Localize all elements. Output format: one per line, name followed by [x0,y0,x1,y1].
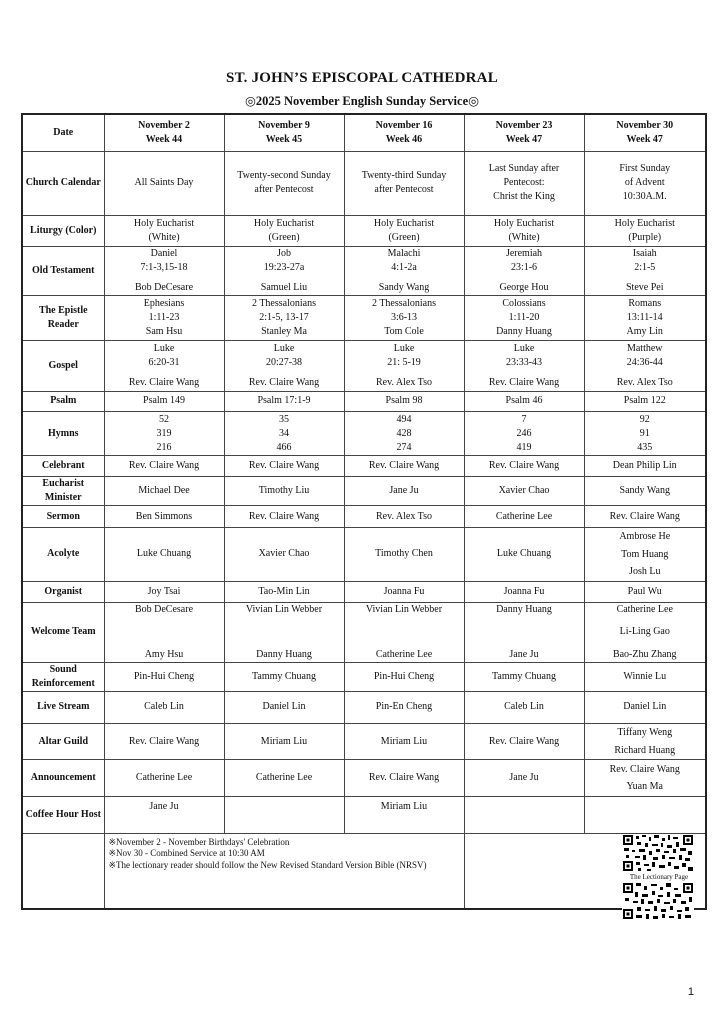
minister-cell: Sandy Wang [584,477,706,506]
hymn-number: 246 [516,427,532,439]
welcome-cell [464,602,584,662]
reading-ref: 1:11-23 [148,311,180,323]
note-line: ※November 2 - November Birthdays' Celebration [108,837,290,848]
livestream-cell: Daniel Lin [584,691,706,723]
calendar-line: All Saints Day [134,177,194,189]
reading-cell [464,295,584,340]
sermon-cell: Rev. Claire Wang [584,506,706,528]
reading-cell [104,295,224,340]
qr-caption: The Lectionary Page [629,873,689,881]
reader-name: Samuel Liu [260,281,308,293]
row-label-announcement: Announcement [22,760,104,797]
hymn-number: 7 [521,413,527,425]
reading-cell [224,295,344,340]
reading-cell [104,246,224,295]
calendar-line: after Pentecost [374,184,434,196]
liturgy-cell [224,215,344,246]
row-old-testament [22,246,706,295]
reader-name: Rev. Alex Tso [376,376,432,388]
qr-code-icon[interactable] [622,882,694,920]
acolyte-name: Josh Lu [629,566,661,578]
reading-ref: 23:1-6 [510,261,538,273]
sound-cell: Winnie Lu [584,662,706,691]
hymn-number: 466 [276,441,292,453]
calendar-line: Twenty-second Sunday [237,170,331,182]
psalm-cell: Psalm 46 [464,391,584,411]
minister-cell: Timothy Liu [224,477,344,506]
announcement-cell [584,760,706,797]
announcement-name: Rev. Claire Wang [609,763,680,775]
reading-cell [344,295,464,340]
reading-cell [464,246,584,295]
reader-name: George Hou [499,281,549,293]
reading-cell [224,340,344,391]
row-label-liturgy: Liturgy (Color) [22,215,104,246]
liturgy-color: (Purple) [628,231,662,243]
welcome-name: Vivian Lin Webber [245,603,323,615]
announcement-cell: Catherine Lee [224,760,344,797]
date-text: November 30 [616,119,674,131]
row-label-altar-guild: Altar Guild [22,724,104,760]
row-church-calendar [22,151,706,215]
date-text: November 2 [138,119,190,131]
week-text: Week 44 [145,133,183,145]
row-eucharist-minister [22,477,706,506]
reading-ref: 13:11-14 [626,311,663,323]
row-coffee [22,797,706,834]
calendar-cell [104,151,224,215]
row-label-live-stream: Live Stream [22,691,104,723]
acolyte-cell: Luke Chuang [464,528,584,582]
reader-name: Sam Hsu [145,325,183,337]
celebrant-cell: Dean Philip Lin [584,456,706,477]
calendar-line: of Advent [624,177,665,189]
livestream-cell: Pin-En Cheng [344,691,464,723]
announcement-cell: Catherine Lee [104,760,224,797]
page-subtitle: ◎2025 November English Sunday Service◎ [244,94,480,108]
welcome-name: Bob DeCesare [134,603,194,615]
liturgy-line: Holy Eucharist [133,217,195,229]
row-announcement [22,760,706,797]
sound-cell: Pin-Hui Cheng [104,662,224,691]
reading-cell [464,340,584,391]
sermon-cell: Ben Simmons [104,506,224,528]
liturgy-cell [344,215,464,246]
row-sermon [22,506,706,528]
calendar-line: Twenty-third Sunday [361,170,447,182]
celebrant-cell: Rev. Claire Wang [464,456,584,477]
row-gospel [22,340,706,391]
reader-name: Rev. Claire Wang [128,376,200,388]
minister-cell: Jane Ju [344,477,464,506]
calendar-line: Christ the King [493,191,555,203]
row-psalm [22,391,706,411]
psalm-cell: Psalm 122 [584,391,706,411]
reading-ref: 19:23-27a [263,261,305,273]
reading-book: Luke [513,342,535,354]
calendar-line: Pentecost: [503,177,545,189]
hymn-number: 91 [639,427,650,439]
row-label-old-testament: Old Testament [22,246,104,295]
announcement-cell: Rev. Claire Wang [344,760,464,797]
reading-cell [584,246,706,295]
row-organist [22,581,706,602]
reader-name: Steve Pei [626,281,664,293]
note-line: ※Nov 30 - Combined Service at 10:30 AM [108,848,265,859]
row-label-coffee: Coffee Hour Host [22,797,104,834]
date-cell [344,114,464,151]
liturgy-line: Holy Eucharist [253,217,315,229]
row-celebrant [22,456,706,477]
organist-cell: Tao-Min Lin [224,581,344,602]
reader-name: Amy Lin [626,325,663,337]
hymn-number: 319 [156,427,172,439]
week-text: Week 47 [626,133,663,145]
hymn-number: 428 [396,427,412,439]
welcome-cell [584,602,706,662]
announcement-name: Yuan Ma [626,781,663,793]
date-cell [464,114,584,151]
sound-cell: Tammy Chuang [224,662,344,691]
hymn-number: 435 [637,441,653,453]
reading-book: 2 Thessalonians [372,297,436,309]
date-cell [584,114,706,151]
reading-book: Jeremiah [505,247,543,259]
reading-book: Colossians [502,297,546,309]
altar-cell: Miriam Liu [224,724,344,760]
welcome-name: Catherine Lee [616,603,673,615]
hymn-number: 52 [159,413,169,425]
welcome-name: Danny Huang [496,603,552,615]
row-liturgy [22,215,706,246]
liturgy-color: (Green) [388,231,420,243]
organist-cell: Paul Wu [584,581,706,602]
calendar-line: First Sunday [619,163,671,175]
week-text: Week 46 [385,133,423,145]
coffee-cell: Miriam Liu [344,797,464,834]
celebrant-cell: Rev. Claire Wang [224,456,344,477]
row-welcome-team [22,602,706,662]
liturgy-color: (White) [148,231,180,243]
welcome-name: Bao-Zhu Zhang [612,648,677,660]
page-number: 1 [687,986,694,998]
sermon-cell: Rev. Claire Wang [224,506,344,528]
row-date [22,114,706,151]
welcome-cell [224,602,344,662]
page-title: ST. JOHN’S EPISCOPAL CATHEDRAL [226,70,498,86]
reading-ref: 6:20-31 [148,356,180,368]
row-label-eucharist-minister: Eucharist Minister [22,477,104,506]
hymn-number: 34 [279,427,289,439]
row-label-sound: Sound Reinforcement [22,662,104,691]
row-acolyte [22,528,706,582]
liturgy-cell [464,215,584,246]
hymns-cell [464,412,584,456]
acolyte-cell: Timothy Chen [344,528,464,582]
row-live-stream [22,691,706,723]
hymns-cell [104,412,224,456]
row-hymns [22,412,706,456]
liturgy-line: Holy Eucharist [373,217,435,229]
liturgy-color: (White) [508,231,540,243]
calendar-line: 10:30A.M. [622,191,667,203]
celebrant-cell: Rev. Claire Wang [344,456,464,477]
reader-name: Rev. Alex Tso [616,376,673,388]
altar-cell [584,724,706,760]
hymns-cell [584,412,706,456]
reading-ref: 2:1-5 [634,261,656,273]
acolyte-cell: Luke Chuang [104,528,224,582]
reader-name: Rev. Claire Wang [248,376,320,388]
reader-name: Bob DeCesare [134,281,194,293]
notes-blank [22,834,104,909]
reading-book: Malachi [387,247,421,259]
note-line: ※The lectionary reader should follow the New Revised Standard Version Bible (NRSV) [108,859,427,870]
reader-name: Danny Huang [496,325,552,337]
coffee-cell [464,797,584,834]
row-label-organist: Organist [22,581,104,602]
qr-code-icon[interactable] [622,834,694,872]
qr-block [622,834,696,920]
reader-name: Rev. Claire Wang [488,376,560,388]
reading-cell [584,340,706,391]
welcome-name: Vivian Lin Webber [365,603,443,615]
hymn-number: 92 [639,413,650,425]
reading-cell [344,246,464,295]
row-altar-guild [22,724,706,760]
sound-cell: Pin-Hui Cheng [344,662,464,691]
psalm-cell: Psalm 149 [104,391,224,411]
acolyte-name: Ambrose He [619,531,671,543]
row-label-epistle: The Epistle Reader [22,295,104,340]
schedule-table [21,113,707,910]
reading-ref: 4:1-2a [391,261,417,273]
liturgy-cell [584,215,706,246]
welcome-name: Catherine Lee [375,648,433,660]
row-epistle [22,295,706,340]
psalm-cell: Psalm 98 [344,391,464,411]
minister-cell: Xavier Chao [464,477,584,506]
reader-name: Tom Cole [384,325,424,337]
reading-book: Ephesians [143,297,185,309]
announcement-cell: Jane Ju [464,760,584,797]
hymns-cell [344,412,464,456]
row-label-celebrant: Celebrant [22,456,104,477]
row-label-gospel: Gospel [22,340,104,391]
reading-ref: 1:11-20 [508,311,540,323]
reading-cell [224,246,344,295]
reader-name: Stanley Ma [261,325,307,337]
celebrant-cell: Rev. Claire Wang [104,456,224,477]
altar-cell: Rev. Claire Wang [104,724,224,760]
welcome-name: Li-Ling Gao [619,626,670,638]
row-label-psalm: Psalm [22,391,104,411]
welcome-cell [104,602,224,662]
reading-book: Job [277,247,291,259]
calendar-cell [344,151,464,215]
reading-book: Romans [628,297,662,309]
reading-cell [584,295,706,340]
date-text: November 23 [495,119,553,131]
row-label-sermon: Sermon [22,506,104,528]
welcome-name: Amy Hsu [144,648,184,660]
altar-cell: Miriam Liu [344,724,464,760]
reading-book: Luke [153,342,175,354]
minister-cell: Michael Dee [104,477,224,506]
organist-cell: Joanna Fu [344,581,464,602]
date-cell [104,114,224,151]
sermon-cell: Catherine Lee [464,506,584,528]
welcome-name: Danny Huang [256,648,312,660]
date-text: November 16 [375,119,433,131]
reading-cell [344,340,464,391]
altar-name: Tiffany Weng [617,727,673,739]
psalm-cell: Psalm 17:1-9 [224,391,344,411]
liturgy-line: Holy Eucharist [493,217,555,229]
reading-book: Luke [273,342,295,354]
row-label-church-calendar: Church Calendar [22,151,104,215]
liturgy-color: (Green) [268,231,300,243]
row-label-hymns: Hymns [22,412,104,456]
liturgy-line: Holy Eucharist [614,217,675,229]
coffee-cell [224,797,344,834]
calendar-cell [464,151,584,215]
date-text: November 9 [258,119,310,131]
livestream-cell: Daniel Lin [224,691,344,723]
welcome-cell [344,602,464,662]
welcome-name: Jane Ju [509,648,539,660]
notes-cell [104,834,464,909]
acolyte-cell: Xavier Chao [224,528,344,582]
sound-cell: Tammy Chuang [464,662,584,691]
reading-ref: 21: 5-19 [387,356,421,368]
calendar-cell [584,151,706,215]
reading-ref: 20:27-38 [265,356,303,368]
row-sound [22,662,706,691]
hymns-cell [224,412,344,456]
row-notes [22,834,706,909]
reading-book: Matthew [626,342,663,354]
sermon-cell: Rev. Alex Tso [344,506,464,528]
week-text: Week 45 [265,133,303,145]
altar-name: Richard Huang [614,744,676,756]
row-label-acolyte: Acolyte [22,528,104,582]
week-text: Week 47 [505,133,543,145]
calendar-cell [224,151,344,215]
hymn-number: 216 [156,441,172,453]
altar-cell: Rev. Claire Wang [464,724,584,760]
organist-cell: Joanna Fu [464,581,584,602]
reading-ref: 24:36-44 [626,356,663,368]
reading-cell [104,340,224,391]
reading-ref: 7:1-3,15-18 [140,261,188,273]
organist-cell: Joy Tsai [104,581,224,602]
reading-ref: 2:1-5, 13-17 [259,311,309,323]
liturgy-cell [104,215,224,246]
date-cell [224,114,344,151]
reading-ref: 23:33-43 [505,356,543,368]
row-label-welcome-team: Welcome Team [22,602,104,662]
row-label-date: Date [22,114,104,151]
reading-book: 2 Thessalonians [252,297,316,309]
livestream-cell: Caleb Lin [464,691,584,723]
reading-book: Isaiah [632,247,657,259]
coffee-cell [584,797,706,834]
hymn-number: 494 [396,413,412,425]
calendar-line: Last Sunday after [488,163,560,175]
reading-book: Luke [393,342,415,354]
hymn-number: 419 [516,441,532,453]
acolyte-cell [584,528,706,582]
hymn-number: 35 [279,413,289,425]
reading-book: Daniel [150,247,178,259]
calendar-line: after Pentecost [254,184,314,196]
livestream-cell: Caleb Lin [104,691,224,723]
reading-ref: 3:6-13 [390,311,418,323]
reader-name: Sandy Wang [378,281,430,293]
coffee-cell: Jane Ju [104,797,224,834]
acolyte-name: Tom Huang [621,548,669,560]
hymn-number: 274 [396,441,412,453]
